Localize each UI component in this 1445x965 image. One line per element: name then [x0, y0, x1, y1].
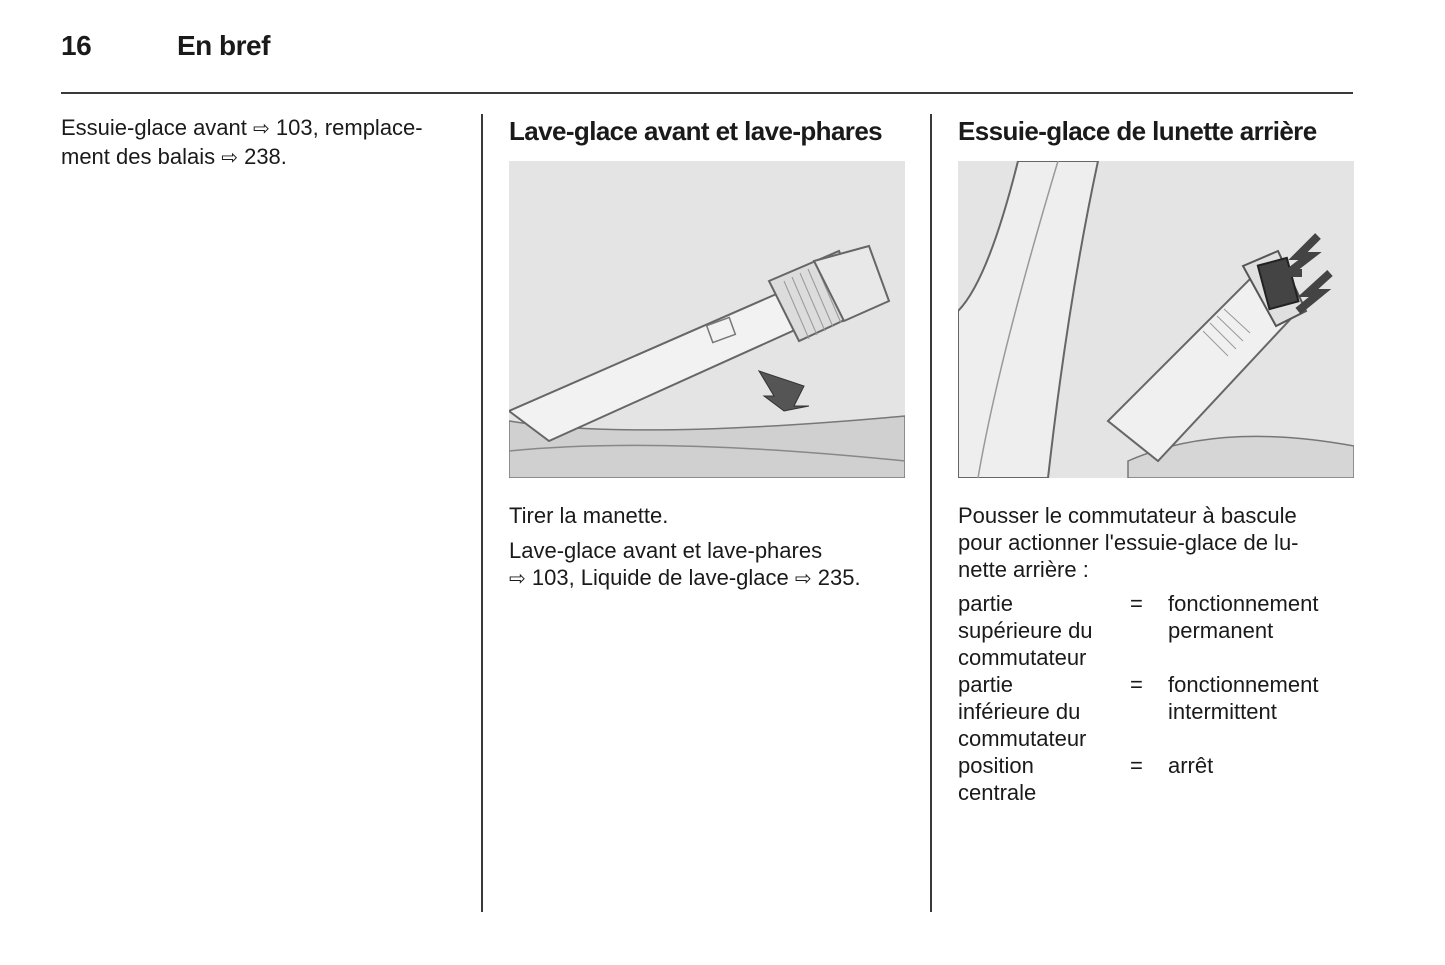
heading-rear-wiper: Essuie-glace de lunette arrière: [958, 116, 1317, 146]
col3-paragraph-1: [958, 502, 1358, 583]
legend-equals: =: [1130, 753, 1143, 778]
page-number: 16: [61, 30, 92, 61]
legend-key: partie inférieure du commutateur: [958, 672, 1087, 751]
col1-text: 103, remplace-: [269, 115, 423, 140]
legend-row: [958, 590, 1358, 671]
col2-paragraph-1: Tirer la manette.: [509, 503, 669, 528]
col2-text: 235.: [811, 565, 861, 590]
col1-text: ment des balais: [61, 144, 222, 169]
col3-text: nette arrière :: [958, 557, 1089, 582]
wiper-stalk-illustration-icon: [509, 161, 905, 478]
col2-text: 103, Liquide de lave-glace: [525, 565, 795, 590]
col2-text: Lave-glace avant et lave-phares: [509, 538, 823, 563]
page-reference-arrow-icon[interactable]: ⇨: [794, 568, 812, 590]
col1-text: Essuie-glace avant: [61, 115, 253, 140]
page-header: [61, 30, 1353, 94]
legend-key: position centrale: [958, 753, 1037, 805]
legend-equals: =: [1130, 591, 1143, 616]
legend-equals: =: [1130, 672, 1143, 697]
col1-text: 238.: [237, 144, 287, 169]
col3-text: pour actionner l'essuie-glace de lu-: [958, 530, 1299, 555]
page-reference-arrow-icon[interactable]: ⇨: [509, 568, 526, 590]
column-1: [61, 114, 461, 172]
legend-value: fonctionnement intermittent: [1168, 672, 1319, 724]
rear-wiper-switch-illustration-icon: [958, 161, 1354, 478]
column-divider: [930, 114, 932, 912]
page-reference-arrow-icon[interactable]: ⇨: [221, 147, 238, 169]
col1-paragraph: [61, 114, 461, 172]
legend-value: fonctionnement permanent: [1168, 591, 1319, 643]
switch-position-legend: [958, 590, 1358, 806]
column-2: [509, 114, 909, 593]
rear-wiper-figure: [958, 161, 1354, 478]
legend-key: partie supérieure du commutateur: [958, 591, 1093, 670]
page-reference-arrow-icon[interactable]: ⇨: [253, 118, 270, 140]
column-3: [958, 114, 1358, 806]
col3-text: Pousser le commutateur à bascule: [958, 503, 1297, 528]
section-title: En bref: [177, 30, 270, 61]
legend-row: [958, 752, 1358, 806]
col2-paragraph-2: [509, 537, 909, 593]
legend-value: arrêt: [1168, 753, 1214, 778]
legend-row: [958, 671, 1358, 752]
column-divider: [481, 114, 483, 912]
heading-front-washer: Lave-glace avant et lave-phares: [509, 116, 883, 146]
wiper-stalk-figure: [509, 161, 905, 478]
